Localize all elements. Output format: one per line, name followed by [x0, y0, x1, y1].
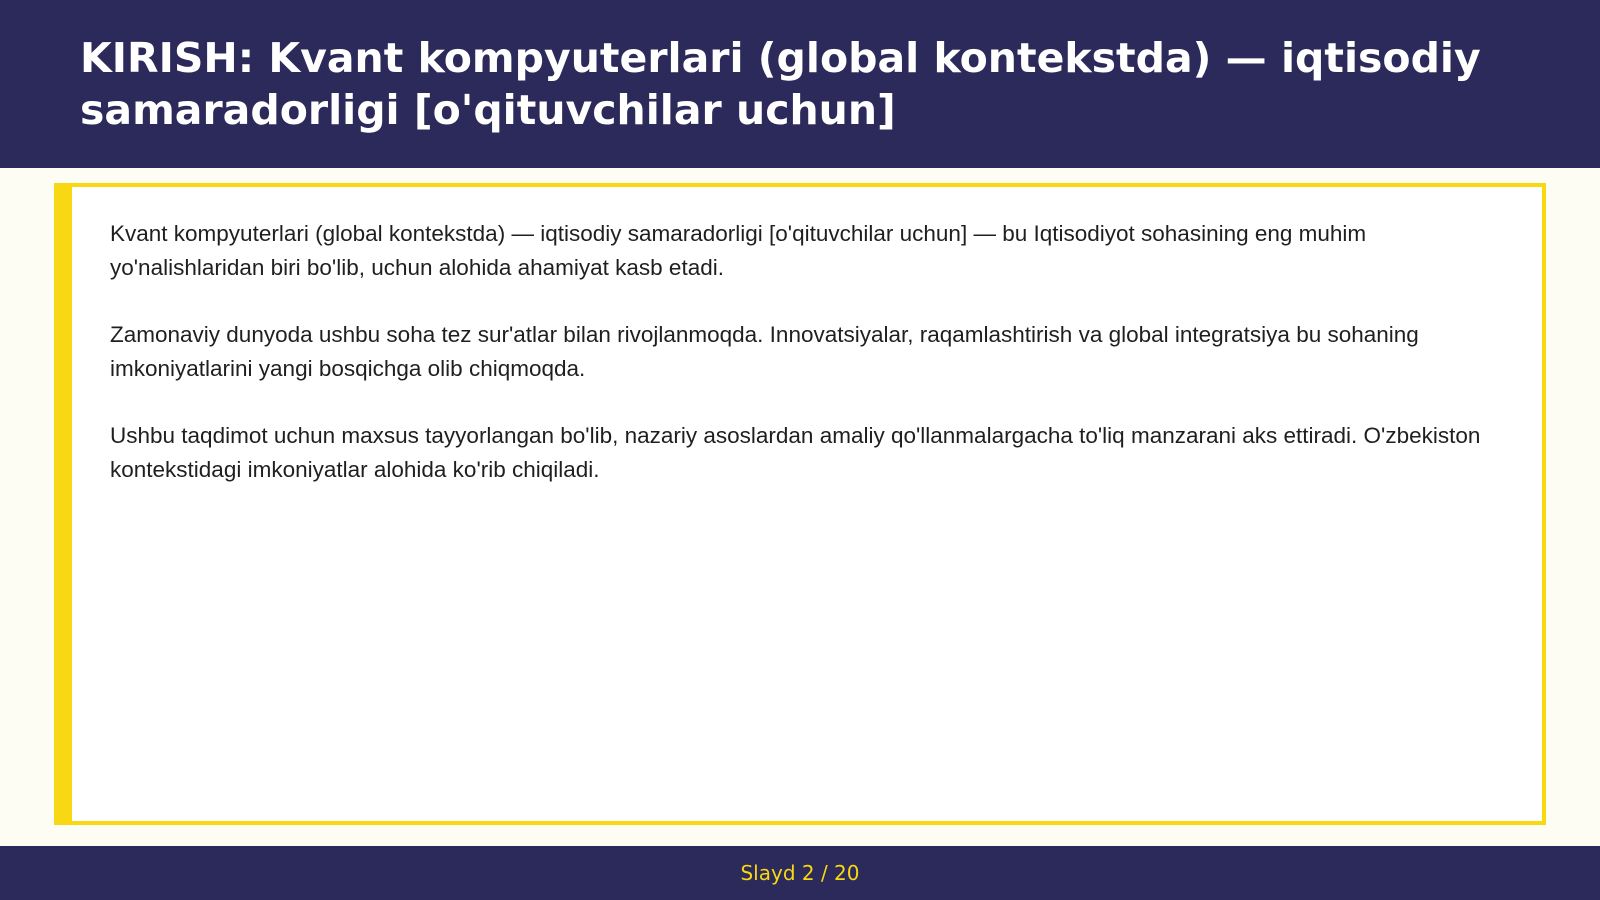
- slide-counter: Slayd 2 / 20: [740, 861, 860, 885]
- slide-title: KIRISH: Kvant kompyuterlari (global kontekstda) — iqtisodiy samaradorligi [o'qituvchilar uchun]: [80, 34, 1481, 134]
- content-paragraph-3: Ushbu taqdimot uchun maxsus tayyorlangan bo'lib, nazariy asoslardan amaliy qo'llanmalargacha to'liq manzarani aks ettiradi. O'zbekiston kontekstidagi imkoniyatlar alohida ko'rib chiqiladi.: [110, 423, 1481, 482]
- slide-header: [0, 0, 1600, 168]
- content-paragraph-1: Kvant kompyuterlari (global kontekstda) — iqtisodiy samaradorligi [o'qituvchilar uchun] — bu Iqtisodiyot sohasining eng muhim yo'nalishlaridan biri bo'lib, uchun alohida ahamiyat kasb etadi.: [110, 221, 1367, 280]
- content-paragraph-2: Zamonaviy dunyoda ushbu soha tez sur'atlar bilan rivojlanmoqda. Innovatsiyalar, raqamlashtirish va global integratsiya bu sohaning imkoniyatlarini yangi bosqichga olib chiqmoqda.: [110, 322, 1419, 381]
- content-box: [54, 183, 1546, 825]
- slide-footer: [0, 846, 1600, 900]
